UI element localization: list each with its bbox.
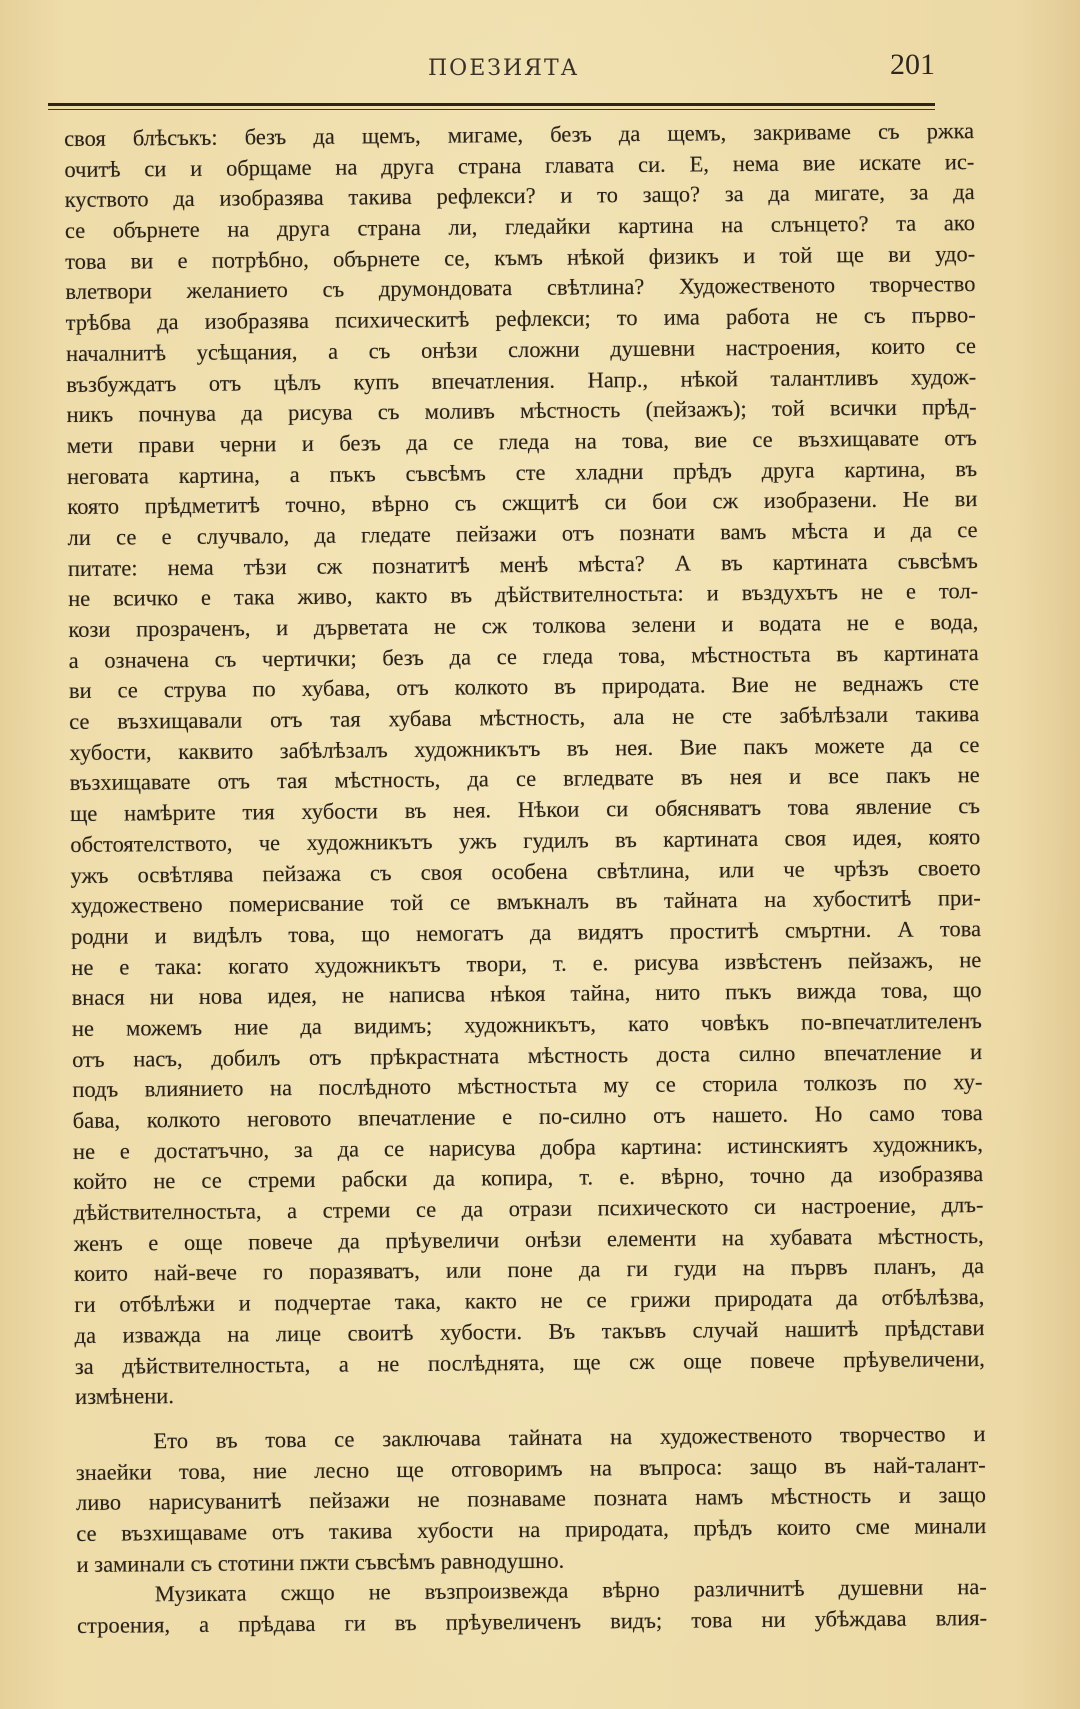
text-line: питате: нема тѣзи сж познатитѣ менѣ мѣста? А въ картината съвсѣмъ xyxy=(67,547,978,581)
running-title: ПОЕЗИЯТА xyxy=(428,56,580,81)
text-line: внася ни нова идея, не написва нѣкоя тайна, нито пъкъ вижда това, що xyxy=(71,977,982,1011)
page-header xyxy=(48,46,935,86)
text-line: възбуждатъ отъ цѣлъ купъ впечатления. Напр., нѣкой талантливъ худож- xyxy=(66,363,977,397)
text-body xyxy=(64,116,987,1642)
text-line: началнитѣ усѣщания, а съ онѣзи сложни душевни настроения, които се xyxy=(65,332,977,366)
text-line: ви се струва по хубава, отъ колкото въ природата. Вие не веднажъ сте xyxy=(68,670,980,704)
text-line: родни и видѣлъ това, що немогатъ да видятъ проститѣ смъртни. А това xyxy=(70,915,982,949)
text-line: мети прави черни и безъ да се гледа на това, вие се възхищавате отъ xyxy=(66,424,977,458)
text-line: бава, колкото неговото впечатление е по-силно отъ нашето. Но само това xyxy=(72,1100,983,1133)
text-line: женъ е още повече да прѣувеличи онѣзи елементи на хубавата мѣстность, xyxy=(73,1222,984,1256)
text-line: не е така: когато художникътъ твори, т. е. рисува извѣстенъ пейзажъ, не xyxy=(71,946,982,980)
text-line: възхищавате отъ тая мѣстность, да се вгледвате въ нея и все пакъ не xyxy=(69,762,980,796)
text-line: кози прозраченъ, и дърветата не сж толкова зелени и водата не е вода, xyxy=(68,609,979,642)
text-line: трѣбва да изобразява психическитѣ рефлекси; то има работа не съ първо- xyxy=(65,302,976,336)
text-line: своя блѣсъкъ: безъ да щемъ, мигаме, безъ да щемъ, закриваме съ ржка xyxy=(64,118,975,151)
header-rule xyxy=(48,103,935,106)
text-line: очитѣ си и обрщаме на друга страна главата си. Е, нема вие искате ис- xyxy=(64,148,975,182)
text-line: строения, а прѣдава ги въ прѣувеличенъ видъ; това ни убѣждава влия- xyxy=(76,1605,988,1638)
text-line: подъ влиянието на послѣдното мѣстностьта му се сторила толкозъ по ху- xyxy=(72,1069,983,1103)
text-line: това ви е потрѣбно, обърнете се, къмъ нѣкой физикъ и той ще ви удо- xyxy=(65,240,976,274)
text-line: хубости, каквито забѣлѣзалъ художникътъ въ нея. Вие пакъ можете да се xyxy=(69,731,980,765)
paragraph-3 xyxy=(77,1572,988,1641)
text-line: се възхищавали отъ тая хубава мѣстность, ала не сте забѣлѣзали такива xyxy=(69,701,980,735)
text-line: а означена съ чертички; безъ да се гледа това, мѣстностьта въ картината xyxy=(68,639,979,673)
text-line: се възхищаваме отъ такива хубости на природата, прѣдъ които сме минали xyxy=(76,1512,987,1546)
text-line: знаейки това, ние лесно ще отговоримъ на въпроса: защо въ най-талант- xyxy=(75,1451,986,1485)
text-line: ужъ освѣтлява пейзажа съ своя особена свѣтлина, или че чрѣзъ своето xyxy=(70,854,981,888)
text-line: който не се стреми рабски да копира, т. е. вѣрно, точно да изобразява xyxy=(73,1161,984,1195)
text-line: не можемъ ние да видимъ; художникътъ, като човѣкъ по-впечатлителенъ xyxy=(71,1007,982,1041)
text-line: ли се е случвало, да гледате пейзажи отъ познати вамъ мѣста и да се xyxy=(67,516,978,550)
text-line: Музиката сжщо не възпроизвежда вѣрно различнитѣ душевни на- xyxy=(154,1574,987,1607)
page-number: 201 xyxy=(890,48,935,81)
paragraph-1 xyxy=(64,116,985,1413)
text-line: художествено померисвание той се вмъкналъ въ тайната на хубоститѣ при- xyxy=(70,885,981,919)
text-line: не всичко е така живо, както въ дѣйствителностьта: и въздухътъ не е тол- xyxy=(68,578,979,612)
text-line: която прѣдметитѣ точно, вѣрно съ сжщитѣ си бои сж изобразени. Не ви xyxy=(67,486,978,520)
text-line: никъ почнува да рисува съ моливъ мѣстность (пейзажъ); той всички прѣд- xyxy=(66,394,977,428)
text-line: отъ насъ, добилъ отъ прѣкрастната мѣстность доста силно впечатление и xyxy=(72,1038,983,1072)
text-line: куството да изобразява такива рефлекси? и то защо? за да мигате, за да xyxy=(64,179,975,213)
text-line: влетвори желанието съ друмондовата свѣтлина? Художественото творчество xyxy=(65,271,976,305)
text-line: които най-вече го поразяватъ, или поне да ги гуди на първъ планъ, да xyxy=(73,1253,985,1287)
text-line: обстоятелството, че художникътъ ужъ гудилъ въ картината своя идея, която xyxy=(70,823,981,857)
text-line: не е достатъчно, за да се нарисува добра картина: истинскиятъ художникъ, xyxy=(72,1130,984,1164)
text-line: да изважда на лице своитѣ хубости. Въ такъвъ случай нашитѣ прѣдстави xyxy=(74,1314,985,1348)
text-line: Ето въ това се заключава тайната на художественото творчество и xyxy=(153,1420,986,1454)
header-rule-thin xyxy=(48,109,935,110)
text-line: и заминали съ стотини пжти съвсѣмъ равнодушно. xyxy=(76,1547,565,1577)
text-line: дѣйствителностьта, а стреми се да отрази психическото си настроение, длъ- xyxy=(73,1192,984,1226)
text-line: ливо нарисуванитѣ пейзажи не познаваме позната намъ мѣстность и защо xyxy=(75,1482,987,1516)
text-line: за дѣйствителностьта, а не послѣднята, ще сж още повече прѣувеличени, xyxy=(74,1345,985,1379)
text-line: измѣнени. xyxy=(74,1383,175,1410)
text-line: неговата картина, а пъкъ съвсѣмъ сте хладни прѣдъ друга картина, въ xyxy=(66,455,978,489)
text-line: ги отбѣлѣжи и подчертае така, както не се грижи природата да отбѣлѣзва, xyxy=(74,1284,985,1318)
text-line: ще намѣрите тия хубости въ нея. Нѣкои си обясняватъ това явление съ xyxy=(69,793,981,827)
text-line: се обърнете на друга страна ли, гледайки картина на слънцето? та ако xyxy=(64,210,976,244)
paragraph-2 xyxy=(75,1419,986,1580)
